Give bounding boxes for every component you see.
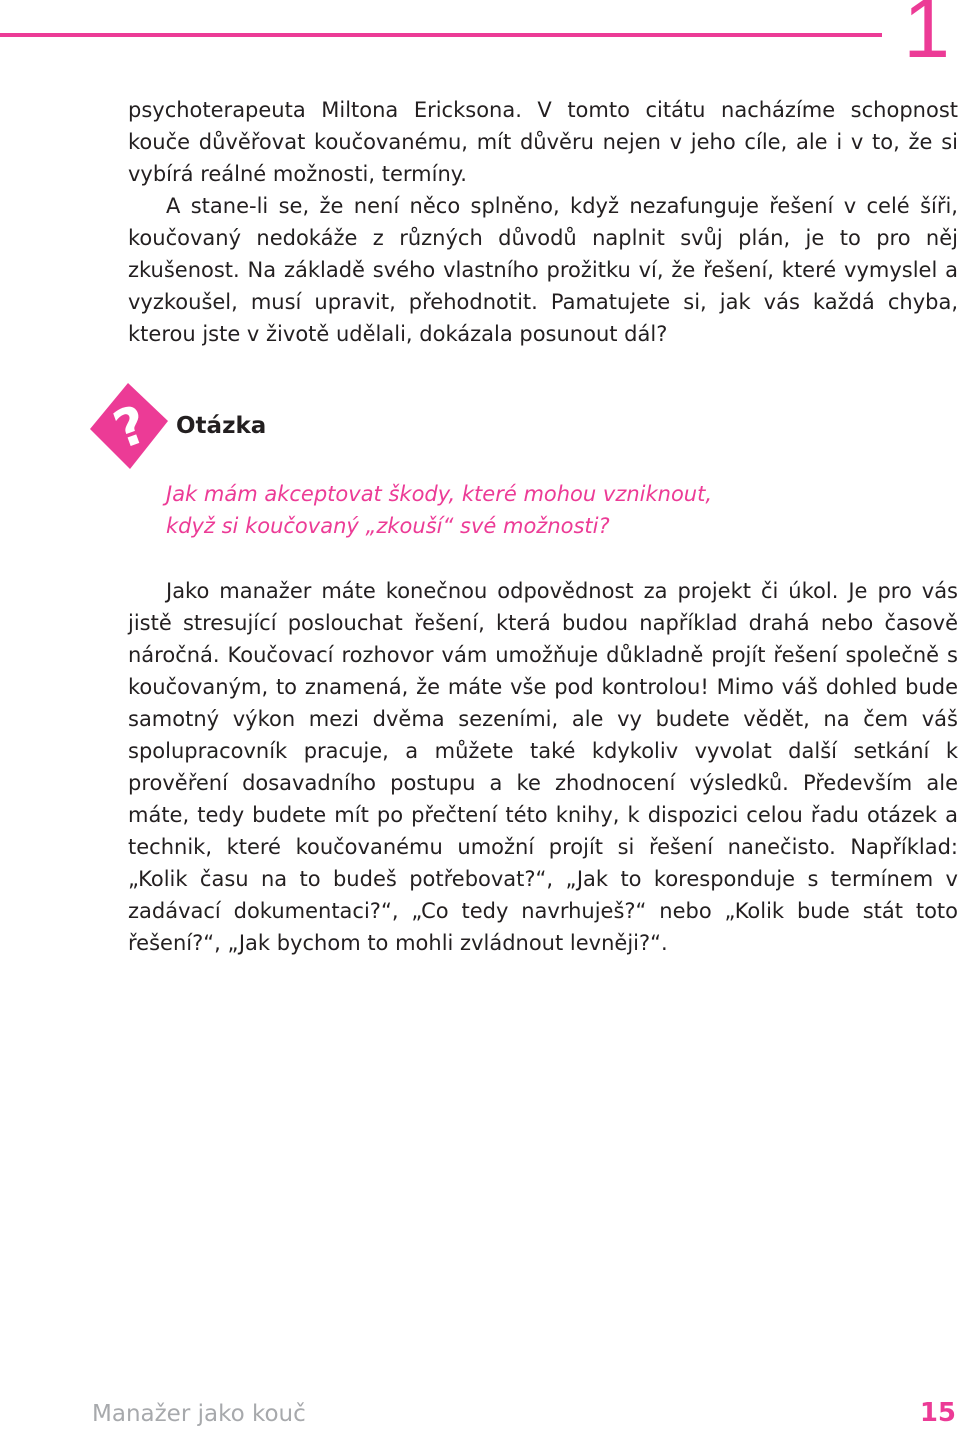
question-text bbox=[166, 478, 866, 542]
footer-book-title: Manažer jako kouč bbox=[92, 1401, 306, 1427]
chapter-number: 1 bbox=[903, 0, 950, 75]
header-rule bbox=[0, 33, 882, 37]
answer-text bbox=[128, 575, 958, 959]
question-mark-icon bbox=[90, 383, 170, 469]
question-line: Jak mám akceptovat škody, které mohou vzniknout, bbox=[166, 482, 713, 506]
question-heading: Otázka bbox=[176, 413, 267, 439]
paragraph: psychoterapeuta Miltona Ericksona. V tomto citátu nacházíme schopnost kouče důvěřovat koučovanému, mít důvěru nejen v jeho cíle, ale i v to, že si vybírá reálné možnosti, termíny. bbox=[128, 98, 958, 186]
intro-text bbox=[128, 94, 958, 350]
page-number: 15 bbox=[919, 1398, 956, 1428]
paragraph: A stane-li se, že není něco splněno, když nezafunguje řešení v celé šíři, koučovaný nedokáže z různých důvodů naplnit svůj plán, je to pro něj zkušenost. Na základě svého vlastního prožitku ví, že řešení, které vymyslel a vyzkoušel, musí upravit, přehodnotit. Pamatujete si, jak vás každá chyba, kterou jste v životě udělali, dokázala posunout dál? bbox=[128, 194, 958, 346]
paragraph: Jako manažer máte konečnou odpovědnost za projekt či úkol. Je pro vás jistě stresující poslouchat řešení, která budou například drahá nebo časově náročná. Koučovací rozhovor vám umožňuje důkladně projít řešení společně s koučovaným, to znamená, že máte vše pod kontrolou! Mimo váš dohled bude samotný výkon mezi dvěma sezeními, ale vy budete vědět, na čem váš spolupracovník pracuje, a můžete také kdykoliv vyvolat další setkání k prověření dosavadního postupu a ke zhodnocení výsledků. Především ale máte, tedy budete mít po přečtení této knihy, k dispozici celou řadu otázek a technik, které koučovanému umožní projít si řešení nanečisto. Například: „Kolik času na to budeš potřebovat?“, „Jak to koresponduje s termínem v zadávací dokumentaci?“, „Co tedy navrhuješ?“ nebo „Kolik bude stát toto řešení?“, „Jak bychom to mohli zvládnout levněji?“. bbox=[128, 579, 958, 955]
svg-text:?: ? bbox=[106, 394, 156, 462]
question-line: když si koučovaný „zkouší“ své možnosti? bbox=[166, 514, 610, 538]
